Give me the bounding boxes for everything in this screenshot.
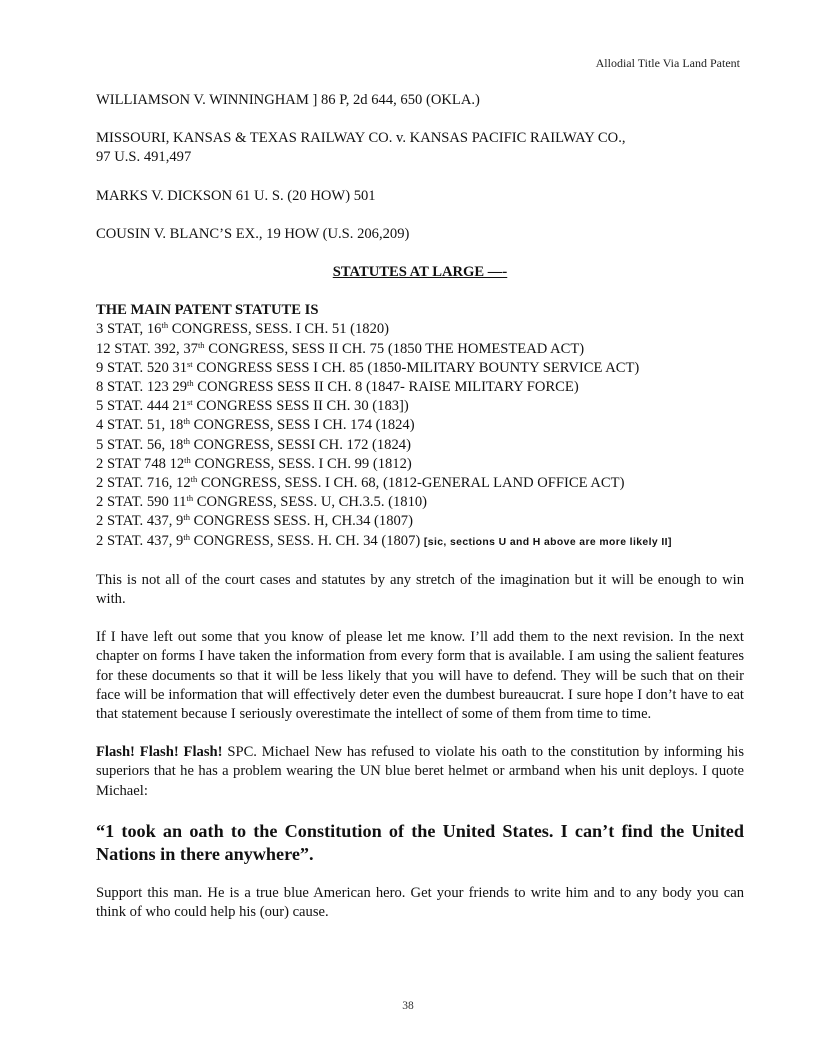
editorial-note: [sic, sections U and H above are more likely II]	[423, 536, 672, 548]
page-body	[96, 91, 744, 941]
statute-item: 5 STAT. 56, 18th CONGRESS, SESSI CH. 172 (1824)	[96, 435, 411, 453]
body-paragraph: If I have left out some that you know of please let me know. I’ll add them to the next revision. In the next chapter on forms I have taken the information from every form that is available. I am using the salient features for these documents so that it will be less likely that you will have to defend. They will be such that on their face will be information that will effectively deter even the dumbest bureaucrat. I sure hope I don’t have to eat that statement because I seriously overestimate the intellect of some of them from time to time.	[96, 629, 744, 723]
statute-item: 3 STAT, 16th CONGRESS, SESS. I CH. 51 (1820)	[96, 320, 390, 338]
statute-item: 2 STAT. 437, 9th CONGRESS, SESS. H. CH. 34 (1807) [sic, sections U and H above are more likely II]	[96, 531, 672, 549]
statute-list	[96, 320, 744, 551]
citation-line: 97 U.S. 491,497	[96, 149, 192, 166]
flash-body: SPC. Michael New has refused to violate his oath to the constitution by informing his superiors that he has a problem wearing the UN blue beret helmet or armband when his unit deploys. I quote Michael:	[96, 744, 745, 799]
citation-line: WILLIAMSON V. WINNINGHAM ] 86 P, 2d 644, 650 (OKLA.)	[96, 92, 480, 108]
statute-item: 9 STAT. 520 31st CONGRESS SESS I CH. 85 (1850-MILITARY BOUNTY SERVICE ACT)	[96, 358, 640, 376]
closing-paragraph: Support this man. He is a true blue American hero. Get your friends to write him and to any body you can think of who could help his (our) cause.	[96, 884, 744, 921]
citation	[96, 91, 744, 110]
statute-item: 5 STAT. 444 21st CONGRESS SESS II CH. 30 (183])	[96, 397, 409, 415]
statute-list-title: THE MAIN PATENT STATUTE IS	[96, 302, 319, 319]
citation	[96, 187, 744, 206]
body-paragraph: This is not all of the court cases and statutes by any stretch of the imagination but it will be enough to win with.	[96, 571, 744, 608]
statute-item: 12 STAT. 392, 37th CONGRESS, SESS II CH. 75 (1850 THE HOMESTEAD ACT)	[96, 339, 585, 357]
flash-paragraph	[96, 743, 744, 801]
statute-item: 4 STAT. 51, 18th CONGRESS, SESS I CH. 174 (1824)	[96, 416, 415, 434]
statute-item: 2 STAT. 437, 9th CONGRESS SESS. H, CH.34 (1807)	[96, 512, 413, 530]
section-heading: STATUTES AT LARGE —-	[332, 264, 508, 281]
pull-quote: “1 took an oath to the Constitution of the United States. I can’t find the United Nations in there anywhere”.	[96, 820, 744, 864]
statute-item: 2 STAT 748 12th CONGRESS, SESS. I CH. 99 (1812)	[96, 454, 412, 472]
citation-line: MARKS V. DICKSON 61 U. S. (20 HOW) 501	[96, 187, 376, 204]
flash-lead: Flash! Flash! Flash!	[96, 744, 223, 761]
citation	[96, 129, 744, 167]
statute-item: 2 STAT. 716, 12th CONGRESS, SESS. I CH. 68, (1812-GENERAL LAND OFFICE ACT)	[96, 474, 625, 492]
running-header: Allodial Title Via Land Patent	[595, 56, 740, 70]
citation-line: MISSOURI, KANSAS & TEXAS RAILWAY CO. v. KANSAS PACIFIC RAILWAY CO.,	[96, 130, 626, 147]
citation	[96, 225, 744, 244]
citation-line: COUSIN V. BLANC’S EX., 19 HOW (U.S. 206,209)	[96, 225, 410, 242]
statute-item: 2 STAT. 590 11th CONGRESS, SESS. U, CH.3.5. (1810)	[96, 493, 428, 511]
statute-item: 8 STAT. 123 29th CONGRESS SESS II CH. 8 (1847- RAISE MILITARY FORCE)	[96, 378, 579, 396]
page-number: 38	[402, 1000, 414, 1012]
